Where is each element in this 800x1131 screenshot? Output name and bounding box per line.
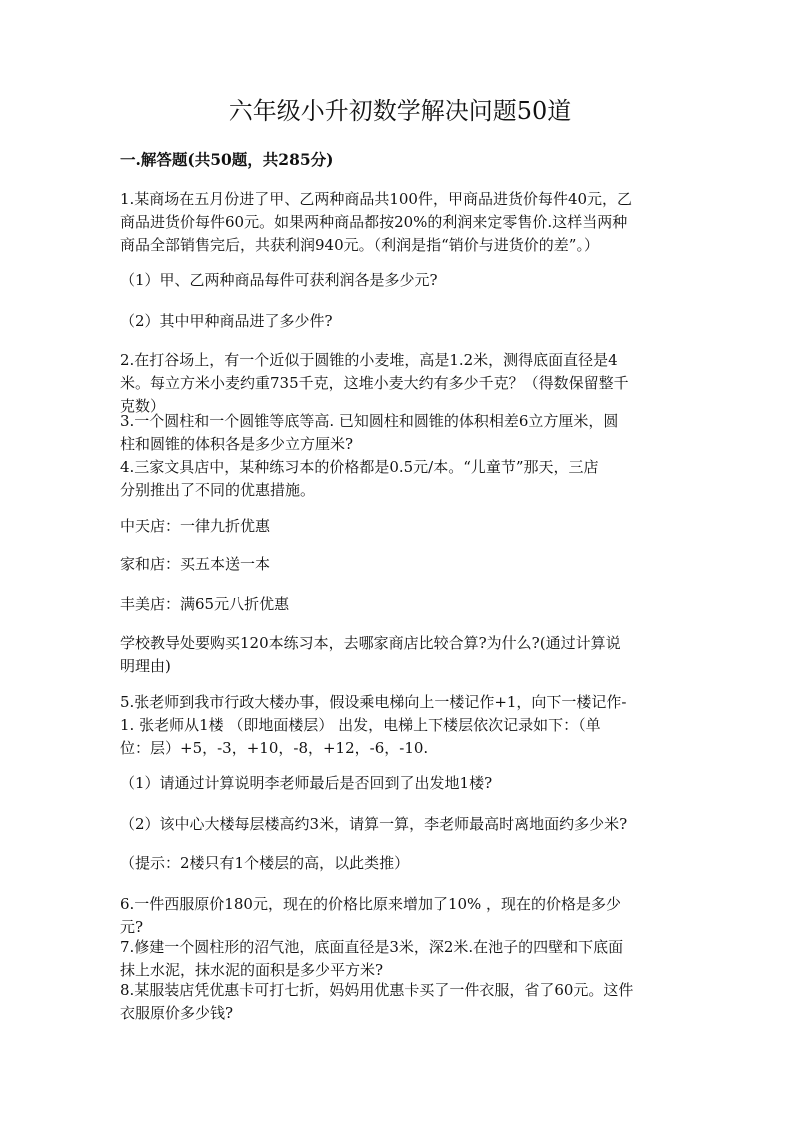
question-1-sub-2: （2）其中甲种商品进了多少件?: [120, 312, 333, 330]
question-5-line: 1. 张老师从1楼 （即地面楼层） 出发，电梯上下楼层依次记录如下：（单: [120, 716, 601, 734]
question-4-question-line: 明理由): [120, 657, 171, 675]
question-5-hint: （提示：2楼只有1个楼层的高，以此类推）: [120, 854, 410, 872]
question-2: [120, 349, 685, 418]
question-5-line: 5.张老师到我市行政大楼办事，假设乘电梯向上一楼记作+1，向下一楼记作-: [120, 693, 627, 711]
question-3-line: 柱和圆锥的体积各是多少立方厘米?: [120, 435, 354, 453]
question-5: [120, 691, 685, 760]
question-4-store-1: 中天店：一律九折优惠: [120, 517, 271, 535]
question-8-line: 8.某服装店凭优惠卡可打七折，妈妈用优惠卡买了一件衣服，省了60元。这件: [120, 981, 634, 999]
question-4-question: [120, 632, 685, 678]
question-7: [120, 936, 685, 982]
question-2-line: 2.在打谷场上，有一个近似于圆锥的小麦堆，高是1.2米，测得底面直径是4: [120, 351, 618, 369]
question-8: [120, 979, 685, 1025]
section-header: 一.解答题(共50题，共285分): [120, 150, 334, 169]
question-4-line: 分别推出了不同的优惠措施。: [120, 481, 316, 499]
question-1: [120, 188, 685, 257]
question-1-line: 商品进货价每件60元。如果两种商品都按20%的利润来定零售价.这样当两种: [120, 213, 628, 231]
question-7-line: 抹上水泥，抹水泥的面积是多少平方米?: [120, 961, 384, 979]
question-6-line: 元?: [120, 918, 144, 936]
question-4-line: 4.三家文具店中，某种练习本的价格都是0.5元/本。“儿童节”那天，三店: [120, 458, 599, 476]
question-8-line: 衣服原价多少钱?: [120, 1004, 234, 1022]
question-5-sub-1: （1）请通过计算说明李老师最后是否回到了出发地1楼?: [120, 774, 493, 792]
question-2-line: 克数）: [120, 397, 166, 415]
question-4-question-line: 学校教导处要购买120本练习本，去哪家商店比较合算?为什么?(通过计算说: [120, 634, 621, 652]
question-3-line: 3.一个圆柱和一个圆锥等底等高. 已知圆柱和圆锥的体积相差6立方厘米，圆: [120, 412, 619, 430]
question-1-line: 商品全部销售完后，共获利润940元。（利润是指“销价与进货价的差”。）: [120, 236, 599, 254]
page-title: 六年级小升初数学解决问题50道: [228, 97, 572, 125]
question-6: [120, 893, 685, 939]
question-1-line: 1.某商场在五月份进了甲、乙两种商品共100件，甲商品进货价每件40元，乙: [120, 190, 633, 208]
question-6-line: 6.一件西服原价180元，现在的价格比原来增加了10% ，现在的价格是多少: [120, 895, 622, 913]
question-7-line: 7.修建一个圆柱形的沼气池，底面直径是3米，深2米.在池子的四壁和下底面: [120, 938, 624, 956]
question-4: [120, 456, 685, 502]
question-2-line: 米。每立方米小麦约重735千克，这堆小麦大约有多少千克？（得数保留整千: [120, 374, 629, 392]
question-4-store-3: 丰美店：满65元八折优惠: [120, 595, 290, 613]
question-3: [120, 410, 685, 456]
question-5-sub-2: （2）该中心大楼每层楼高约3米，请算一算，李老师最高时离地面约多少米?: [120, 815, 628, 833]
question-4-store-2: 家和店：买五本送一本: [120, 555, 271, 573]
question-1-sub-1: （1）甲、乙两种商品每件可获利润各是多少元?: [120, 271, 438, 289]
question-5-line: 位：层）+5，-3，+10，-8，+12，-6，-10.: [120, 739, 429, 757]
